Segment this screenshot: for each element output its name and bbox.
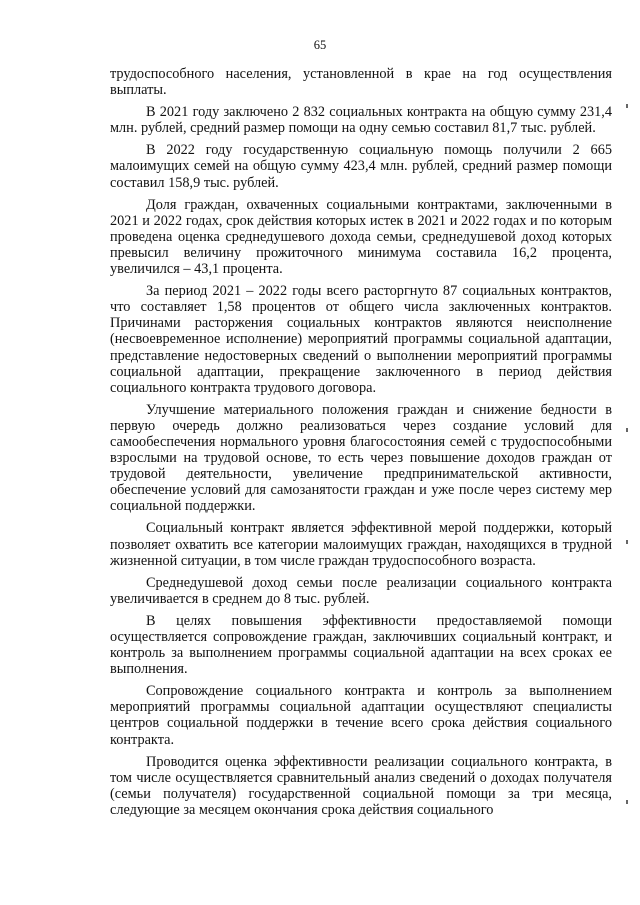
scan-mark [626,428,628,432]
paragraph-contract-supervision: Сопровождение социального контракта и контроль за выполнением мероприятий программы социальной адаптации осуществляют специалисты центров социальной поддержки в течение всего срока действия социального контракта. [110,683,612,748]
paragraph-continuation: трудоспособного населения, установленной в крае на год осуществления выплаты. [110,66,612,99]
paragraph-efficiency-assessment: Проводится оценка эффективности реализации социального контракта, в том числе осуществляется сравнительный анализ сведений о доходах получателя (семьи получателя) государственной социальной помощи за три месяца, следующие за месяцем окончания срока действия социального [110,753,612,818]
page-number: 65 [313,38,327,52]
paragraph-terminations: За период 2021 – 2022 годы всего расторгнуто 87 социальных контрактов, что составляет 1,58 процентов от общего числа заключенных контрактов. Причинами расторжения социальных контрактов являются неисполнение (несвоевременное исполнение) мероприятий программы социальной адаптации, представление недостоверных сведений о выполнении мероприятий программы социальной адаптации, прекращение заключенного в период действия социального контракта трудового договора. [110,283,612,396]
paragraph-support-goals: В целях повышения эффективности предоставляемой помощи осуществляется сопровождение граждан, заключивших социальный контракт, и контроль за выполнением программы социальной адаптации на всех сроках ее выполнения. [110,612,612,678]
paragraph-assistance-2022: В 2022 году государственную социальную помощь получили 2 665 малоимущих семей на общую сумму 423,4 млн. рублей, средний размер помощи составил 158,9 тыс. рублей. [110,142,612,191]
scan-mark [626,540,628,544]
paragraph-income-share: Доля граждан, охваченных социальными контрактами, заключенными в 2021 и 2022 годах, срок действия которых истек в 2021 и 2022 годах и по которым проведена оценка среднедушевого дохода семьи, среднедушевой доход которых превысил величину прожиточного минимума составила 16,2 процента, увеличился – 43,1 процента. [110,196,612,278]
document-body [110,66,612,824]
scan-mark [626,104,628,108]
paragraph-poverty-reduction: Улучшение материального положения граждан и снижение бедности в первую очередь должно реализоваться через создание условий для самообеспечения нормального уровня благосостояния семей с трудоспособными взрослыми на трудовой основе, то есть через повышение доходов граждан от трудовой деятельности, увеличение предпринимательской активности, обеспечение условий для самозанятости граждан и уже после через систему мер социальной поддержки. [110,401,612,515]
paragraph-average-income: Среднедушевой доход семьи после реализации социального контракта увеличивается в среднем до 8 тыс. рублей. [110,574,612,607]
scan-mark [626,800,628,804]
paragraph-contracts-2021: В 2021 году заключено 2 832 социальных контракта на общую сумму 231,4 млн. рублей, средний размер помощи на одну семью составил 81,7 тыс. рублей. [110,104,612,137]
paragraph-effective-measure: Социальный контракт является эффективной мерой поддержки, который позволяет охватить все категории малоимущих граждан, находящихся в трудной жизненной ситуации, в том числе граждан трудоспособного возраста. [110,520,612,569]
